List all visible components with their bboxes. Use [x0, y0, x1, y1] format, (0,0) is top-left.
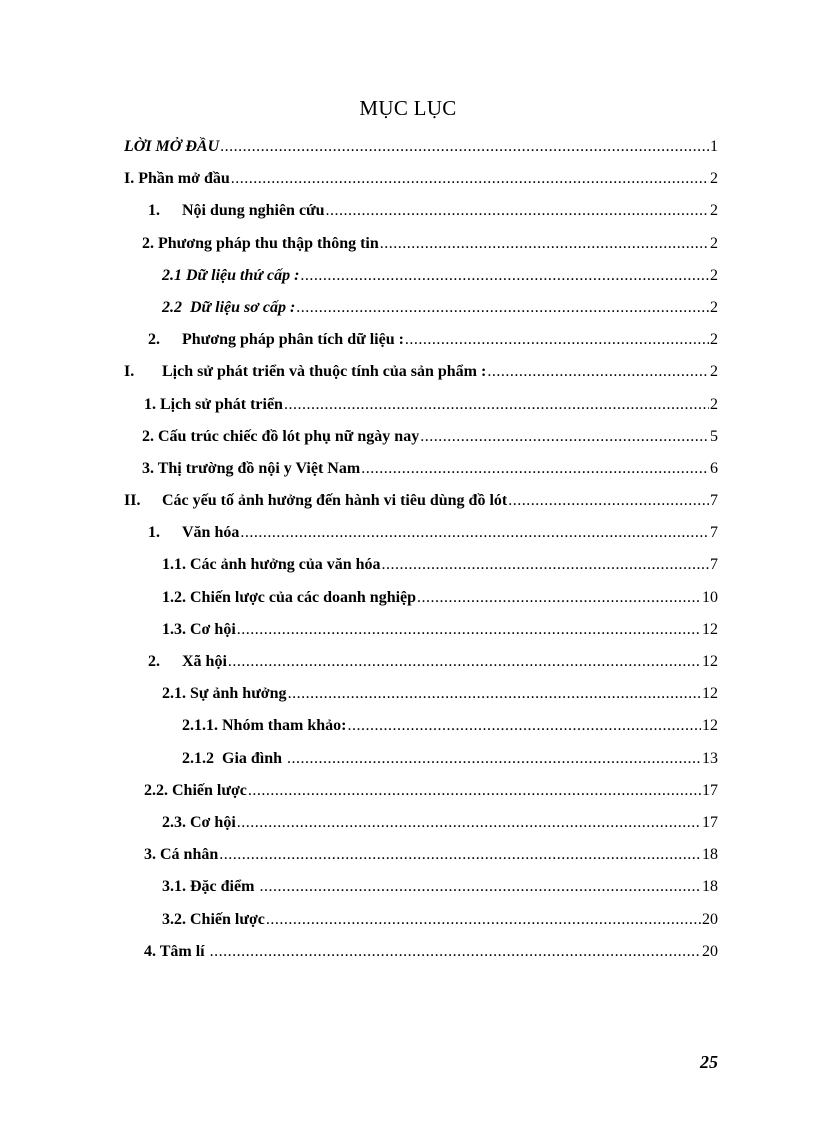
- toc-entry-label: [162, 904, 265, 936]
- toc-entry-text: 1.2. Chiến lược của các doanh nghiệp: [162, 588, 417, 606]
- dot-leader: [326, 195, 709, 227]
- toc-entry-label: [162, 807, 236, 839]
- page-number: 25: [700, 1052, 718, 1072]
- dot-leader: [347, 710, 701, 742]
- toc-entry: [124, 646, 718, 678]
- toc-entry: [124, 260, 718, 292]
- toc-entry-label: [162, 292, 295, 324]
- toc-entry-text: Xã hội: [182, 653, 227, 670]
- toc-entry-page: 17: [702, 781, 718, 799]
- toc-entry-label: [142, 228, 379, 260]
- toc-entry: [124, 517, 718, 549]
- toc-entry: [124, 131, 718, 163]
- toc-entry-text: 3.2. Chiến lược: [162, 910, 265, 928]
- toc-entry-text: 3. Cá nhân: [144, 846, 219, 864]
- toc-entry-text: 2.2. Chiến lược: [144, 781, 247, 799]
- toc-entry: [124, 324, 718, 356]
- toc-entry-text: 3.1. Đặc điểm: [162, 878, 259, 896]
- toc-entry-page: 2: [710, 298, 718, 316]
- toc-entry: [124, 389, 718, 421]
- toc-entry-text: 2.1.1. Nhóm tham khảo:: [182, 717, 347, 735]
- toc-entry-page: 10: [702, 588, 718, 606]
- toc-entry-page: 2: [710, 331, 718, 349]
- toc-entry-text: 2.2 Dữ liệu sơ cấp :: [162, 298, 296, 316]
- dot-leader: [228, 646, 701, 678]
- toc-entry: [124, 549, 718, 581]
- toc-entry-page: 18: [702, 846, 718, 864]
- toc-entry-page: 2: [710, 234, 718, 252]
- toc-entry-page: 12: [702, 653, 718, 670]
- toc-entry-page: 2: [710, 363, 718, 381]
- toc-entry-text: 2.3. Cơ hội: [162, 813, 236, 831]
- toc-entry-text: 2. Cấu trúc chiếc đồ lót phụ nữ ngày nay: [142, 427, 420, 445]
- dot-leader: [287, 743, 701, 775]
- toc-entry: [124, 936, 718, 968]
- dot-leader: [231, 163, 709, 195]
- toc-entry-page: 5: [710, 427, 718, 445]
- toc-entry-label: [148, 324, 404, 356]
- toc-entry: [124, 485, 718, 517]
- toc-entry: [124, 228, 718, 260]
- toc-entry-label: [124, 131, 219, 163]
- toc-entry-text: 2.1.2 Gia đình: [182, 749, 287, 767]
- toc-entry: [124, 678, 718, 710]
- toc-entry-number: 2.: [148, 653, 160, 670]
- dot-leader: [288, 678, 701, 710]
- dot-leader: [380, 228, 709, 260]
- toc-entry-number: 1.: [148, 524, 160, 542]
- toc-entry-page: 12: [702, 717, 718, 735]
- dot-leader: [300, 260, 709, 292]
- table-of-contents: [124, 131, 718, 968]
- toc-entry-text: LỜI MỞ ĐẦU: [124, 138, 220, 155]
- toc-entry: [124, 904, 718, 936]
- dot-leader: [210, 936, 701, 968]
- toc-entry-text: 1. Lịch sử phát triển: [144, 395, 283, 413]
- dot-leader: [237, 807, 701, 839]
- toc-entry-text: I. Phần mở đầu: [124, 170, 230, 188]
- toc-entry: [124, 839, 718, 871]
- toc-entry-text: Phương pháp phân tích dữ liệu :: [182, 331, 404, 349]
- toc-entry-number: I.: [124, 363, 135, 381]
- toc-entry-text: Nội dung nghiên cứu: [182, 202, 325, 220]
- toc-entry-label: [144, 936, 209, 968]
- toc-entry: [124, 614, 718, 646]
- toc-entry-number: 2.: [148, 331, 160, 349]
- toc-entry: [124, 710, 718, 742]
- toc-entry-page: 2: [710, 395, 718, 413]
- toc-entry-page: 18: [702, 878, 718, 896]
- dot-leader: [361, 453, 709, 485]
- dot-leader: [420, 421, 709, 453]
- toc-entry-page: 17: [702, 813, 718, 831]
- dot-leader: [248, 775, 701, 807]
- toc-entry-label: [144, 839, 218, 871]
- toc-entry-text: 2. Phương pháp thu thập thông tin: [142, 234, 379, 252]
- toc-entry: [124, 195, 718, 227]
- dot-leader: [284, 389, 709, 421]
- toc-entry-label: [162, 614, 236, 646]
- toc-entry-label: [124, 356, 486, 388]
- toc-entry-label: [124, 163, 230, 195]
- toc-entry-number: II.: [124, 492, 141, 510]
- toc-entry-text: 2.1. Sự ảnh hưởng: [162, 685, 287, 703]
- toc-entry: [124, 453, 718, 485]
- toc-entry: [124, 775, 718, 807]
- toc-entry-label: [162, 260, 299, 292]
- dot-leader: [296, 292, 709, 324]
- toc-entry-label: [182, 743, 286, 775]
- toc-entry: [124, 356, 718, 388]
- dot-leader: [237, 614, 701, 646]
- dot-leader: [487, 356, 709, 388]
- dot-leader: [240, 517, 709, 549]
- toc-entry-label: [124, 485, 507, 517]
- dot-leader: [266, 904, 701, 936]
- toc-entry-page: 20: [702, 942, 718, 960]
- dot-leader: [259, 871, 701, 903]
- toc-entry-page: 2: [710, 266, 718, 284]
- dot-leader: [508, 485, 709, 517]
- toc-entry-label: [144, 775, 247, 807]
- toc-entry: [124, 743, 718, 775]
- toc-entry-number: 1.: [148, 202, 160, 220]
- toc-entry-label: [162, 871, 258, 903]
- toc-entry-label: [182, 710, 346, 742]
- toc-entry-text: Các yếu tố ảnh hưởng đến hành vi tiêu dùng đồ lót: [162, 492, 508, 510]
- toc-entry-label: [142, 421, 419, 453]
- toc-entry-page: 12: [702, 685, 718, 703]
- toc-entry-text: 1.1. Các ảnh hưởng của văn hóa: [162, 556, 381, 574]
- toc-entry-label: [162, 678, 287, 710]
- dot-leader: [220, 131, 709, 163]
- toc-entry-label: [148, 646, 227, 678]
- toc-entry-page: 13: [702, 749, 718, 767]
- toc-entry-page: 1: [710, 138, 718, 155]
- toc-entry-page: 20: [702, 910, 718, 928]
- toc-entry-text: 4. Tâm lí: [144, 942, 209, 960]
- toc-entry-text: 3. Thị trường đồ nội y Việt Nam: [142, 459, 361, 477]
- toc-entry: [124, 871, 718, 903]
- toc-entry-label: [148, 195, 325, 227]
- toc-entry-text: Lịch sử phát triển và thuộc tính của sản phẩm :: [162, 363, 487, 381]
- dot-leader: [219, 839, 701, 871]
- toc-entry-text: Văn hóa: [182, 524, 240, 542]
- toc-entry-page: 7: [710, 492, 718, 510]
- toc-entry: [124, 292, 718, 324]
- toc-entry: [124, 163, 718, 195]
- page-title: MỤC LỤC: [359, 96, 457, 120]
- toc-entry: [124, 421, 718, 453]
- toc-entry-page: 6: [710, 459, 718, 477]
- toc-entry-label: [144, 389, 283, 421]
- toc-entry-label: [162, 582, 416, 614]
- dot-leader: [382, 549, 709, 581]
- toc-entry-page: 7: [710, 524, 718, 542]
- dot-leader: [405, 324, 709, 356]
- toc-entry: [124, 582, 718, 614]
- toc-entry-text: 2.1 Dữ liệu thứ cấp :: [162, 266, 300, 284]
- toc-entry-page: 7: [710, 556, 718, 574]
- toc-entry-label: [142, 453, 360, 485]
- toc-entry-label: [148, 517, 239, 549]
- toc-entry-page: 2: [710, 202, 718, 220]
- toc-entry-label: [162, 549, 381, 581]
- toc-entry-page: 12: [702, 620, 718, 638]
- dot-leader: [417, 582, 701, 614]
- toc-entry-text: 1.3. Cơ hội: [162, 620, 236, 638]
- toc-entry-page: 2: [710, 170, 718, 188]
- toc-entry: [124, 807, 718, 839]
